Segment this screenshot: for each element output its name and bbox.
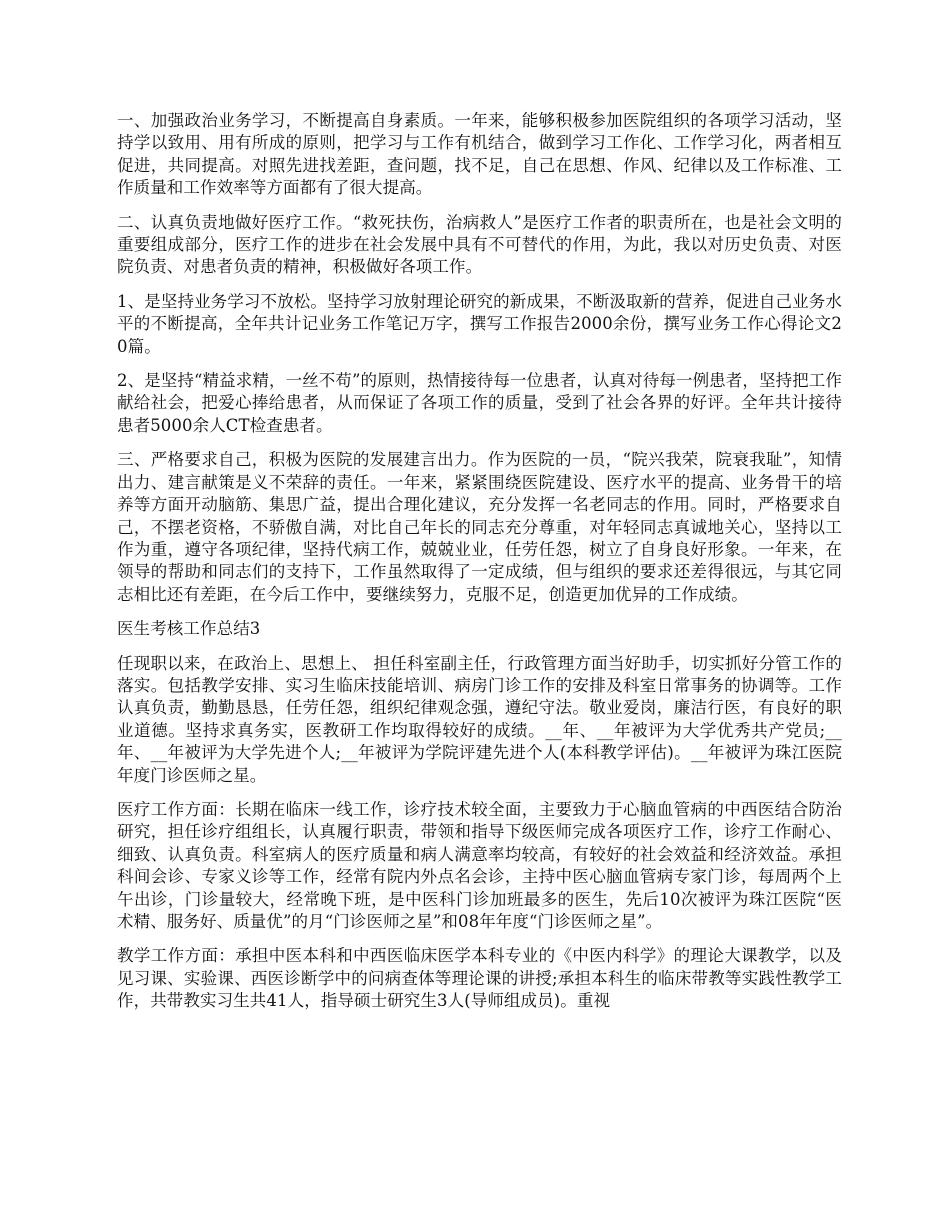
paragraph-business-study: 1、是坚持业务学习不放松。坚持学习放射理论研究的新成果，不断汲取新的营养，促进自己业务水平的不断提高，全年共计记业务工作笔记万字，撰写工作报告2000余份，撰写业务工作心得论文20篇。: [117, 291, 842, 356]
paragraph-political-study: 一、加强政治业务学习，不断提高自身素质。一年来，能够积极参加医院组织的各项学习活动，坚持学以致用、用有所成的原则，把学习与工作有机结合，做到学习工作化、工作学习化，两者相互促进，共同提高。对照先进找差距，查问题，找不足，自己在思想、作风、纪律以及工作标准、工作质量和工作效率等方面都有了很大提高。: [117, 111, 842, 198]
paragraph-current-position: 任现职以来，在政治上、思想上、 担任科室副主任，行政管理方面当好助手，切实抓好分管工作的落实。包括教学安排、实习生临床技能培训、病房门诊工作的安排及科室日常事务的协调等。工作认真负责，勤勤恳恳，任劳任怨，组织纪律观念强，遵纪守法。敬业爱岗，廉洁行医，有良好的职业道德。坚持求真务实，医教研工作均取得较好的成绩。__年、__年被评为大学优秀共产党员;__年、__年被评为大学先进个人;__年被评为学院评建先进个人(本科教学评估)。__年被评为珠江医院年度门诊医师之星。: [117, 653, 842, 785]
paragraph-self-discipline: 三、严格要求自己，积极为医院的发展建言出力。作为医院的一员，“院兴我荣，院衰我耻”，知情出力、建言献策是义不荣辞的责任。一年来，紧紧围绕医院建设、医疗水平的提高、业务骨干的培养等方面开动脑筋、集思广益，提出合理化建议，充分发挥一名老同志的作用。同时，严格要求自己，不摆老资格，不骄傲自满，对比自己年长的同志充分尊重，对年轻同志真诚地关心，坚持以工作为重，遵守各项纪律，坚持代病工作，兢兢业业，任劳任怨，树立了自身良好形象。一年来，在领导的帮助和同志们的支持下，工作虽然取得了一定成绩，但与组织的要求还差得很远，与其它同志相比还有差距，在今后工作中，要继续努力，克服不足，创造更加优异的工作成绩。: [117, 450, 842, 604]
paragraph-medical-work: 二、认真负责地做好医疗工作。“救死扶伤，治病救人”是医疗工作者的职责所在，也是社会文明的重要组成部分，医疗工作的进步在社会发展中具有不可替代的作用，为此，我以对历史负责、对医院负责、对患者负责的精神，积极做好各项工作。: [117, 212, 842, 277]
paragraph-clinical-work: 医疗工作方面：长期在临床一线工作，诊疗技术较全面，主要致力于心脑血管病的中西医结合防治研究，担任诊疗组组长，认真履行职责，带领和指导下级医师完成各项医疗工作，诊疗工作耐心、细致、认真负责。科室病人的医疗质量和病人满意率均较高，有较好的社会效益和经济效益。承担科间会诊、专家义诊等工作，经常有院内外点名会诊，主持中医心脑血管病专家门诊，每周两个上午出诊，门诊量较大，经常晚下班，是中医科门诊加班最多的医生，先后10次被评为珠江医院“医术精、服务好、质量优”的月“门诊医师之星”和08年年度“门诊医师之星”。: [117, 799, 842, 931]
document-body: [117, 110, 842, 1025]
paragraph-patient-service: 2、是坚持“精益求精，一丝不苟”的原则，热情接待每一位患者，认真对待每一例患者，坚持把工作献给社会，把爱心捧给患者，从而保证了各项工作的质量，受到了社会各界的好评。全年共计接待患者5000余人CT检查患者。: [117, 371, 842, 435]
section-heading: 医生考核工作总结3: [117, 619, 261, 639]
paragraph-teaching-work: 教学工作方面：承担中医本科和中西医临床医学本科专业的《中医内科学》的理论大课教学，以及见习课、实验课、西医诊断学中的问病查体等理论课的讲授;承担本科生的临床带教等实践性教学工作，共带教实习生共41人，指导硕士研究生3人(导师组成员)。重视: [117, 946, 842, 1011]
